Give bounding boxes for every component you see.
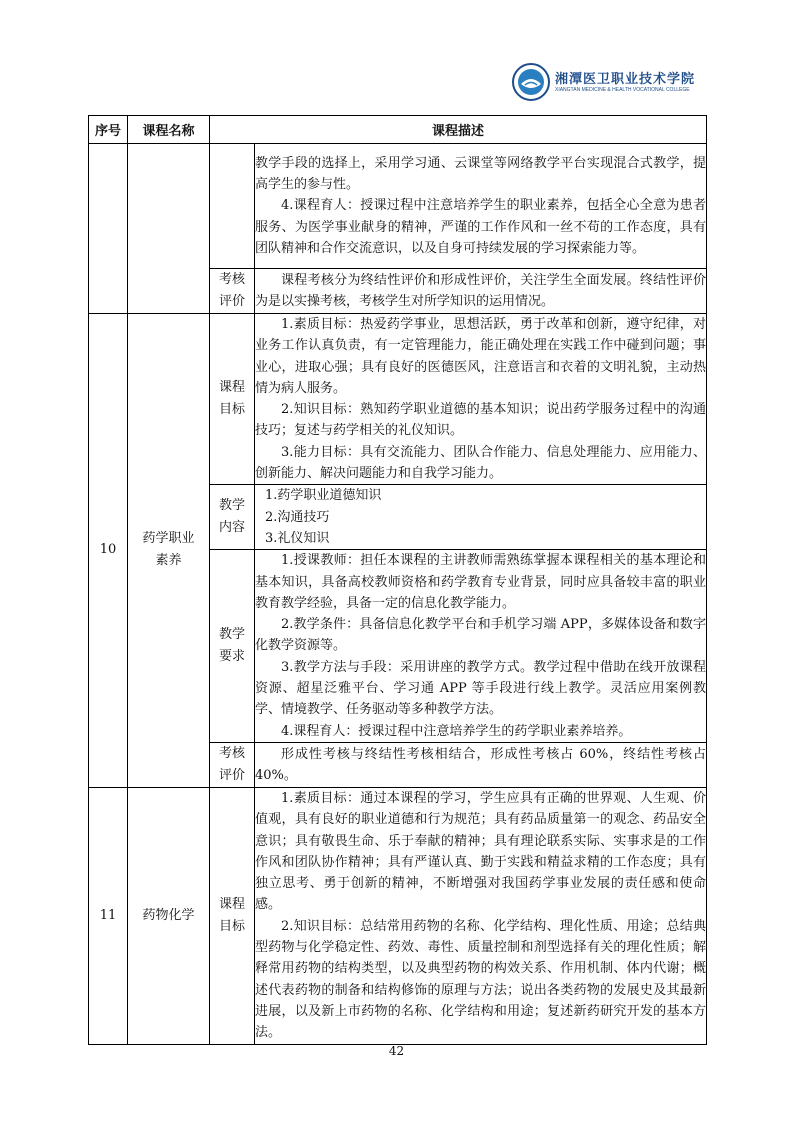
row11-course-name: 药物化学 [128,787,210,1044]
college-name: 湘潭医卫职业技术学院 [555,72,696,87]
row10-contents [255,485,707,550]
row11-num: 11 [89,787,128,1044]
table-header-row [89,116,707,144]
college-name-english: XIANGTAN MEDICINE & HEALTH VOCATIONAL COLLEGE [555,87,690,93]
table-row [89,787,707,1044]
row10-num: 10 [89,314,128,788]
row10-reqs: 1.授课教师：担任本课程的主讲教师需熟练掌握本课程相关的基本理论和基本知识，具备高校教师资格和药学教育专业背景，同时应具备较丰富的职业教育教学经验，具备一定的信息化教学能力。 2.教学条件：具备信息化教学平台和手机学习端 APP，多媒体设备和数字化教学资源等。 3.教学方法与手段：采用讲座的教学方式。教学过程中借助在线开放课程资源、超星泛雅平台、学习通 APP 等手段进行线上教学。灵活应用案例教学、情境教学、任务驱动等多种教学方法。 4.课程育人：授课过程中注意培养学生的药学职业素养培养。 [255,550,707,743]
page-number: 42 [388,1044,405,1058]
course-table [88,115,707,1045]
row10-course-name: 药学职业 素养 [128,314,210,788]
row10-goals: 1.素质目标：热爱药学事业，思想活跃，勇于改革和创新，遵守纪律，对业务工作认真负责，有一定管理能力，能正确处理在实践工作中碰到问题；事业心，进取心强；具有良好的医德医风，注意语言和衣着的文明礼貌，主动热情为病人服务。 2.知识目标：熟知药学职业道德的基本知识；说出药学服务过程中的沟通技巧；复述与药学相关的礼仪知识。 3.能力目标：具有交流能力、团队合作能力、信息处理能力、应用能力、创新能力、解决问题能力和自我学习能力。 [255,314,707,485]
row10-eval-label: 考核 评价 [210,742,255,787]
row11-goal-label: 课程 目标 [210,787,255,1044]
header-num: 序号 [89,116,128,144]
cont-name [128,144,210,314]
row10-req-label: 教学 要求 [210,550,255,743]
header-course-name: 课程名称 [128,116,210,144]
table-row [89,144,707,269]
row11-goals: 1.素质目标：通过本课程的学习，学生应具有正确的世界观、人生观、价值观，具有良好的职业道德和行为规范；具有药品质量第一的观念、药品安全意识；具有敬畏生命、乐于奉献的精神；具有理论联系实际、实事求是的工作作风和团队协作精神；具有严谨认真、勤于实践和精益求精的工作态度；具有独立思考、勇于创新的精神，不断增强对我国药学事业发展的责任感和使命感。 2.知识目标：总结常用药物的名称、化学结构、理化性质、用途；总结典型药物与化学稳定性、药效、毒性、质量控制和剂型选择有关的理化性质；解释常用药物的结构类型，以及典型药物的构效关系、作用机制、体内代谢；概述代表药物的制备和结构修饰的原理与方法；说出各类药物的发展史及其最新进展，以及新上市药物的名称、化学结构和用途；复述新药研究开发的基本方法。 [255,787,707,1044]
header-description: 课程描述 [210,116,707,144]
cont-sub-label [210,144,255,269]
row10-goal-label: 课程 目标 [210,314,255,485]
row10-content-label: 教学 内容 [210,485,255,550]
row10-eval-desc: 形成性考核与终结性考核相结合，形成性考核占 60%，终结性考核占 40%。 [255,742,707,787]
cont-eval-label: 考核 评价 [210,269,255,314]
college-logo [511,62,701,102]
college-emblem-icon [511,62,551,102]
cont-eval-desc: 课程考核分为终结性评价和形成性评价，关注学生全面发展。终结性评价为是以实操考核，考核学生对所学知识的运用情况。 [255,269,707,314]
list-item: 1.药学职业道德知识 [265,488,382,504]
cont-teach-desc: 教学手段的选择上，采用学习通、云课堂等网络教学平台实现混合式教学，提高学生的参与性。 4.课程育人：授课过程中注意培养学生的职业素养，包括全心全意为患者服务、为医学事业献身的精神，严谨的工作作风和一丝不苟的工作态度，具有团队精神和合作交流意识，以及自身可持续发展的学习探索能力等。 [255,144,707,269]
cont-num [89,144,128,314]
list-item: 2.沟通技巧 [265,509,330,525]
list-item: 3.礼仪知识 [265,530,330,546]
table-row [89,314,707,485]
